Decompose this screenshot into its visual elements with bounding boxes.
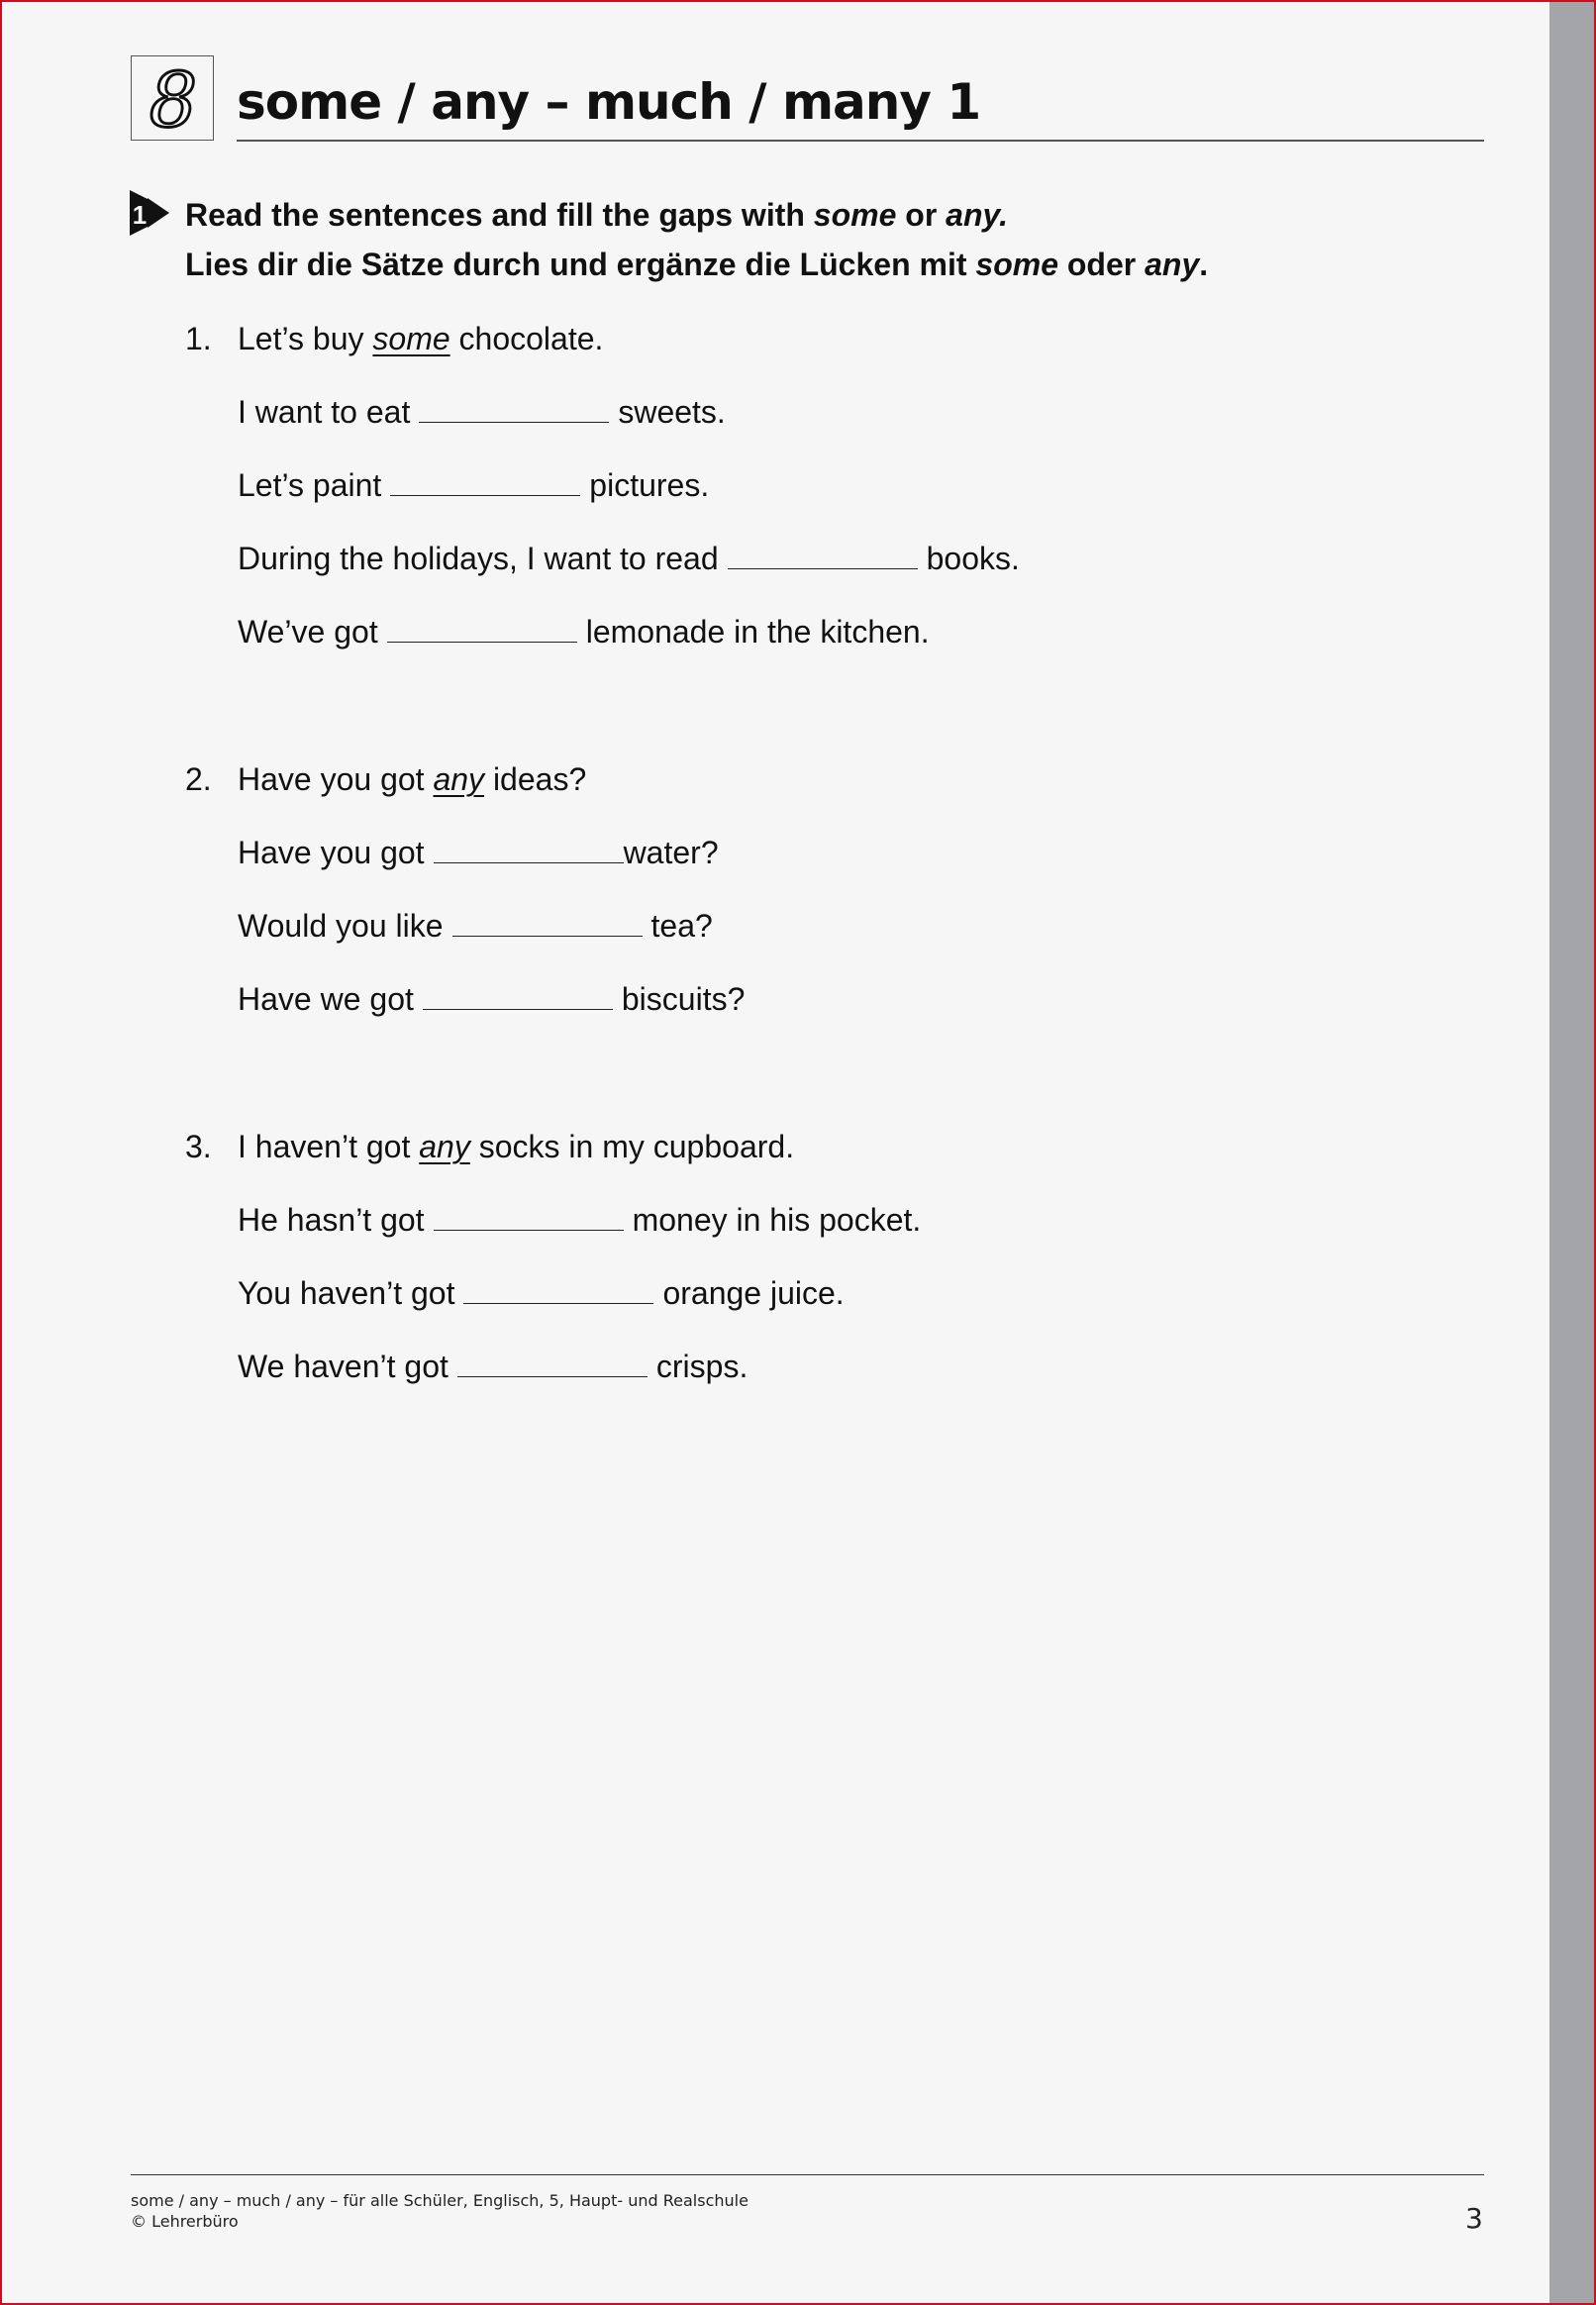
instruction-english [185,197,1008,234]
sentence-start: Would you like [238,908,444,944]
answer-gap[interactable] [457,1349,648,1377]
instruction-de-oder: oder [1057,247,1146,282]
answer-gap[interactable] [434,835,624,863]
example-answer: some [372,321,450,356]
example-answer: any [419,1129,470,1164]
example-text: Let’s buy [238,321,373,356]
sentence-end: orange juice. [662,1275,845,1311]
title-underline [237,140,1484,142]
exercise-sentence [238,981,745,1018]
example-text: I haven’t got [238,1129,420,1164]
answer-gap[interactable] [387,614,577,643]
sentence-start: We’ve got [238,614,378,650]
answer-gap[interactable] [423,981,613,1010]
exercise-sentence [238,394,726,431]
answer-gap[interactable] [419,394,609,423]
sentence-start: He hasn’t got [238,1202,425,1238]
sentence-start: Have you got [238,835,425,870]
exercise-sentence [238,1275,845,1312]
answer-gap[interactable] [463,1275,653,1304]
example-text-end: chocolate. [449,321,604,356]
page-number: 3 [1465,2202,1483,2235]
example-text-end: ideas? [484,761,587,797]
exercise-sentence [238,908,713,945]
sentence-start: You haven’t got [238,1275,455,1311]
sentence-end: biscuits? [621,981,746,1017]
page-title: some / any – much / many 1 [237,73,981,131]
sentence-end: crisps. [655,1349,748,1384]
exercise-sentence [238,467,709,504]
footer-copyright: © Lehrerbüro [131,2212,239,2231]
example-answer: any [433,761,485,797]
group-number: 2. [185,761,212,797]
unit-number: 8 [149,56,198,140]
sentence-start: During the holidays, I want to read [238,541,719,576]
instruction-en-or: or [896,197,947,233]
sentence-end: books. [926,541,1020,576]
sentence-start: We haven’t got [238,1349,449,1384]
instruction-de-period: . [1199,247,1209,282]
exercise-sentence [238,1202,921,1239]
group-number: 3. [185,1129,212,1164]
answer-gap[interactable] [390,467,580,496]
sentence-end: sweets. [618,394,726,430]
instruction-en-word-some: some [813,197,897,233]
instruction-de-word-some: some [975,247,1058,282]
exercise-sentence [238,1349,748,1385]
example-sentence [238,761,586,798]
footer-source [131,2190,748,2232]
sentence-start: Have we got [238,981,414,1017]
instruction-de-word-any: any [1145,247,1200,282]
answer-gap[interactable] [452,908,643,937]
footer-source-line: some / any – much / any – für alle Schüler, Englisch, 5, Haupt- und Realschule [131,2191,748,2210]
exercise-sentence [238,614,930,651]
sentence-end: money in his pocket. [632,1202,922,1238]
instruction-de-text: Lies dir die Sätze durch und ergänze die Lücken mit [185,247,976,282]
answer-gap[interactable] [434,1202,624,1231]
sentence-end: pictures. [589,467,710,503]
group-number: 1. [185,321,212,356]
sentence-end: tea? [650,908,713,944]
instruction-en-text: Read the sentences and fill the gaps with [185,197,814,233]
sentence-end: water? [623,835,719,870]
exercise-sentence [238,541,1020,577]
task-number: 1 [132,200,148,230]
footer-rule [131,2174,1484,2175]
instruction-german [185,247,1208,283]
unit-number-box [131,55,214,141]
example-text-end: socks in my cupboard. [469,1129,795,1164]
example-sentence [238,321,603,357]
side-bar [1549,2,1594,2303]
task-arrow-icon [130,190,169,236]
example-sentence [238,1129,794,1165]
unit-number-icon [132,56,213,140]
sentence-start: I want to eat [238,394,411,430]
example-text: Have you got [238,761,434,797]
instruction-en-word-any: any. [946,197,1009,233]
sentence-end: lemonade in the kitchen. [585,614,930,650]
sentence-start: Let’s paint [238,467,382,503]
answer-gap[interactable] [728,541,918,569]
exercise-sentence [238,835,719,871]
